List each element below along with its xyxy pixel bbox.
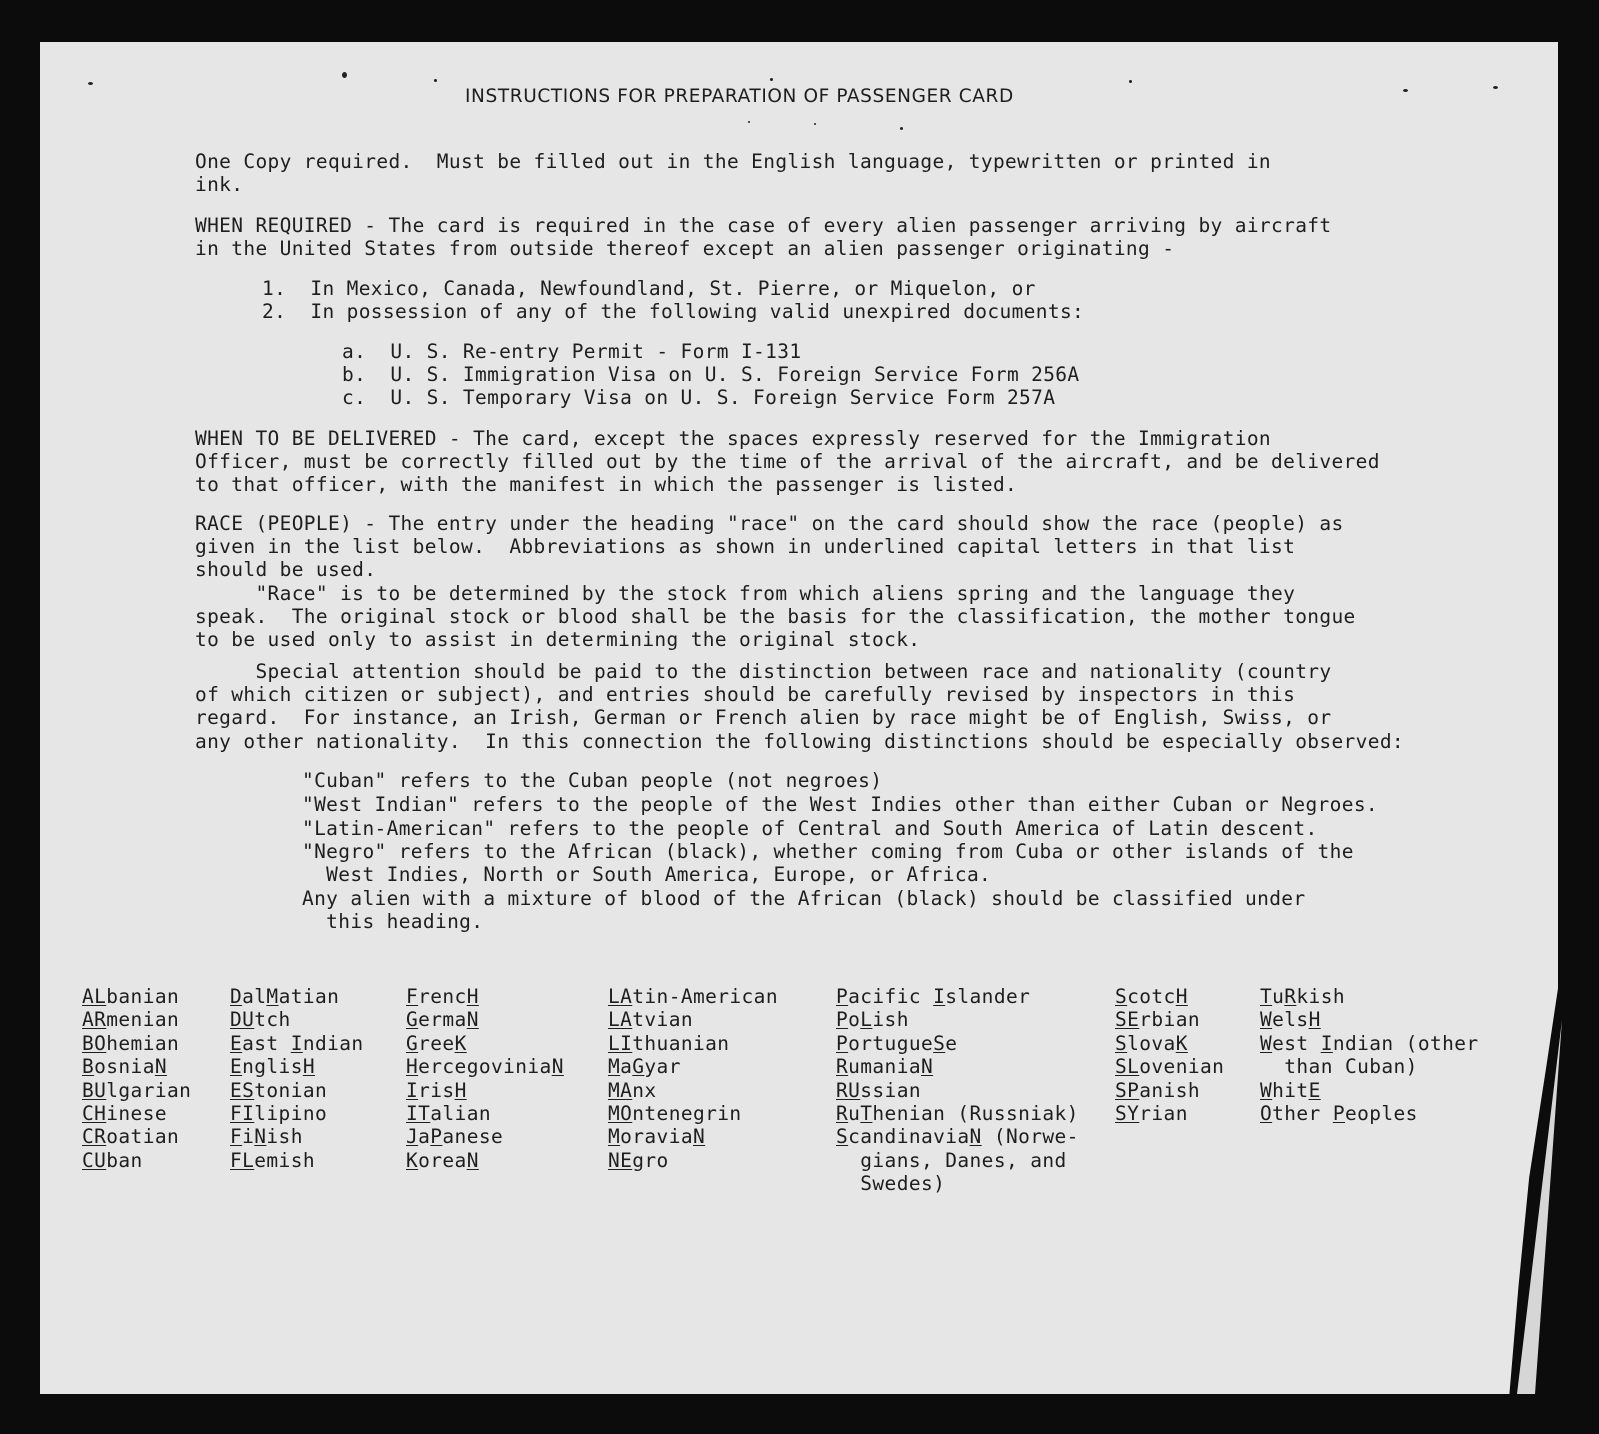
race-entry <box>230 1102 364 1125</box>
race-line: "Race" is to be determined by the stock from which aliens spring and the language they <box>195 582 1296 605</box>
speck <box>342 72 347 78</box>
race-abbreviation: G <box>406 1008 419 1032</box>
race-text: ast <box>242 1031 291 1055</box>
race-abbreviation: G <box>406 1031 419 1055</box>
race-text: alian <box>430 1102 491 1126</box>
race-entry <box>230 1149 364 1172</box>
race-text: e <box>945 1031 958 1055</box>
race-text: osnia <box>94 1055 155 1079</box>
race-abbreviation: R <box>836 1102 849 1126</box>
race-text: emish <box>254 1148 315 1172</box>
race-abbreviation: AL <box>82 985 107 1008</box>
distinction-line: "Cuban" refers to the Cuban people (not negroes) <box>302 769 883 792</box>
race-abbreviation: RU <box>836 1078 861 1102</box>
race-abbreviation: N <box>920 1055 934 1079</box>
intro-line: ink. <box>195 173 244 196</box>
race-entry <box>82 1149 191 1172</box>
race-abbreviation: SY <box>1115 1102 1140 1126</box>
race-text: u <box>1272 985 1285 1008</box>
race-line: should be used. <box>195 558 377 581</box>
race-entry <box>608 1008 778 1031</box>
race-text: lgarian <box>106 1078 192 1102</box>
race-entry <box>82 1079 191 1102</box>
race-text: henian (Russniak) <box>872 1102 1079 1126</box>
race-abbreviation: N <box>551 1055 564 1079</box>
race-text: lipino <box>254 1102 328 1126</box>
race-entry <box>230 1032 364 1055</box>
race-abbreviation: W <box>1260 1078 1273 1102</box>
race-entry <box>1115 1079 1224 1102</box>
race-list-column-5 <box>836 985 1079 1196</box>
race-abbreviation: LI <box>608 1031 633 1055</box>
race-text: a <box>418 1125 431 1149</box>
race-text: hemian <box>106 1031 180 1055</box>
race-entry <box>406 1102 564 1125</box>
race-text: ther <box>1272 1102 1333 1126</box>
race-entry <box>836 1032 1079 1055</box>
race-abbreviation: N <box>692 1125 706 1149</box>
race-text: al <box>242 985 267 1008</box>
race-abbreviation: N <box>254 1125 267 1149</box>
race-text: ntenegrin <box>632 1102 742 1126</box>
race-abbreviation: IT <box>406 1102 431 1126</box>
race-entry <box>1260 1032 1479 1055</box>
race-text: inese <box>106 1102 167 1126</box>
race-text: ish <box>872 1008 909 1032</box>
race-entry <box>836 1079 1079 1102</box>
race-entry <box>1260 1079 1479 1102</box>
race-abbreviation: L <box>860 1008 873 1032</box>
race-text: slander <box>945 985 1031 1008</box>
when-delivered-line: to that officer, with the manifest in which the passenger is listed. <box>195 473 1018 496</box>
race-abbreviation: CR <box>82 1125 107 1149</box>
race-text: ovenian <box>1139 1055 1225 1079</box>
race-abbreviation: H <box>406 1055 419 1079</box>
race-abbreviation: H <box>466 985 479 1008</box>
list-item: 2. In possession of any of the following valid unexpired documents: <box>262 300 1085 323</box>
distinction-line: "West Indian" refers to the people of the West Indies other than either Cuban or Negroes. <box>302 793 1379 816</box>
race-text: ris <box>418 1078 455 1102</box>
race-abbreviation: R <box>1284 985 1297 1008</box>
race-entry <box>230 985 364 1008</box>
race-abbreviation: F <box>230 1125 243 1149</box>
race-abbreviation: CU <box>82 1148 107 1172</box>
race-text: i <box>242 1125 255 1149</box>
distinction-line: Any alien with a mixture of blood of the African (black) should be classified under <box>302 887 1306 910</box>
race-entry <box>1115 985 1224 1008</box>
race-entry <box>836 1149 1079 1172</box>
race-abbreviation: N <box>466 1148 479 1172</box>
race-abbreviation: CH <box>82 1102 107 1126</box>
race-abbreviation: BU <box>82 1078 107 1102</box>
when-delivered-line: WHEN TO BE DELIVERED - The card, except the spaces expressly reserved for the Immigration <box>195 427 1272 450</box>
race-entry <box>608 1125 778 1148</box>
race-entry <box>608 985 778 1008</box>
race-entry <box>836 1125 1079 1148</box>
race-text: nx <box>632 1078 657 1102</box>
race-abbreviation: BO <box>82 1031 107 1055</box>
when-delivered-line: Officer, must be correctly filled out by the time of the arrival of the aircraft, and be delivered <box>195 450 1380 473</box>
race-entry <box>1115 1008 1224 1031</box>
race-text: els <box>1272 1008 1309 1032</box>
race-text: tch <box>254 1008 291 1032</box>
race-abbreviation: R <box>836 1055 849 1079</box>
race-entry <box>608 1055 778 1078</box>
race-text: tonian <box>254 1078 328 1102</box>
race-text: yar <box>644 1055 681 1079</box>
race-list-column-2 <box>230 985 364 1172</box>
race-entry <box>1260 1008 1479 1031</box>
race-entry <box>406 1008 564 1031</box>
race-list-column-7 <box>1260 985 1479 1125</box>
race-text: rbian <box>1139 1008 1200 1032</box>
race-abbreviation: D <box>230 985 243 1008</box>
race-abbreviation: I <box>1320 1031 1333 1055</box>
race-abbreviation: M <box>608 1125 621 1149</box>
race-line: RACE (PEOPLE) - The entry under the heading "race" on the card should show the race (people) as <box>195 512 1344 535</box>
special-line: of which citizen or subject), and entries should be carefully revised by inspectors in this <box>195 683 1296 706</box>
race-abbreviation: N <box>154 1055 167 1079</box>
race-abbreviation: LA <box>608 1008 633 1032</box>
race-abbreviation: MO <box>608 1102 633 1126</box>
race-abbreviation: MA <box>608 1078 633 1102</box>
race-abbreviation: H <box>1175 985 1188 1008</box>
race-text: ndian <box>302 1031 364 1055</box>
race-entry <box>230 1055 364 1078</box>
race-entry <box>1260 1102 1479 1125</box>
race-text: atian <box>278 985 340 1008</box>
race-abbreviation: P <box>836 1031 849 1055</box>
race-text: erma <box>418 1008 467 1032</box>
race-text: umania <box>848 1055 921 1079</box>
race-abbreviation: E <box>230 1031 243 1055</box>
document-item: a. U. S. Re-entry Permit - Form I-131 <box>342 340 802 363</box>
when-required-line: WHEN REQUIRED - The card is required in the case of every alien passenger arriving by aircraft <box>195 214 1332 237</box>
race-line: to be used only to assist in determining the original stock. <box>195 628 921 651</box>
race-abbreviation: P <box>836 1008 849 1032</box>
race-abbreviation: P <box>430 1125 443 1149</box>
race-text: candinavia <box>848 1125 970 1149</box>
distinction-line: West Indies, North or South America, Europe, or Africa. <box>302 863 992 886</box>
race-abbreviation: P <box>836 985 849 1008</box>
document-item: c. U. S. Temporary Visa on U. S. Foreign Service Form 257A <box>342 386 1056 409</box>
race-text: tin-American <box>632 985 778 1008</box>
race-text: rian <box>1139 1102 1188 1126</box>
race-abbreviation: N <box>969 1125 982 1149</box>
race-abbreviation: SL <box>1115 1055 1140 1079</box>
race-abbreviation: W <box>1260 1031 1273 1055</box>
race-text: tvian <box>632 1008 693 1032</box>
race-text: ban <box>106 1148 143 1172</box>
race-abbreviation: DU <box>230 1008 255 1032</box>
race-entry <box>836 1055 1079 1078</box>
race-entry <box>406 1032 564 1055</box>
race-text: ortugue <box>848 1031 934 1055</box>
race-text: ssian <box>860 1078 921 1102</box>
speck <box>1129 80 1132 83</box>
race-entry <box>406 1079 564 1102</box>
race-text: oatian <box>106 1125 180 1149</box>
race-entry <box>1260 1055 1479 1078</box>
race-text: acific <box>848 985 934 1008</box>
race-text: Swedes) <box>836 1172 946 1196</box>
speck <box>900 127 903 130</box>
race-abbreviation: SP <box>1115 1078 1140 1102</box>
race-abbreviation: S <box>836 1125 849 1149</box>
race-text: ndian (other <box>1332 1031 1479 1055</box>
race-abbreviation: I <box>406 1078 419 1102</box>
race-abbreviation: H <box>302 1055 315 1079</box>
race-text: ercegovinia <box>418 1055 552 1079</box>
race-entry <box>406 1149 564 1172</box>
race-entry <box>406 1055 564 1078</box>
document-item: b. U. S. Immigration Visa on U. S. Foreign Service Form 256A <box>342 363 1080 386</box>
race-abbreviation: J <box>406 1125 419 1149</box>
special-line: regard. For instance, an Irish, German or French alien by race might be of English, Swiss, or <box>195 706 1332 729</box>
race-abbreviation: E <box>230 1055 243 1079</box>
race-text: anese <box>442 1125 504 1149</box>
race-abbreviation: O <box>1260 1102 1273 1126</box>
race-entry <box>608 1032 778 1055</box>
race-entry <box>82 1032 191 1055</box>
race-entry <box>1115 1032 1224 1055</box>
race-line: given in the list below. Abbreviations as shown in underlined capital letters in that list <box>195 535 1296 558</box>
race-abbreviation: M <box>608 1055 621 1079</box>
race-text: renc <box>418 985 467 1008</box>
race-abbreviation: FI <box>230 1102 255 1126</box>
list-item: 1. In Mexico, Canada, Newfoundland, St. Pierre, or Miquelon, or <box>262 277 1036 300</box>
race-abbreviation: N <box>466 1008 479 1032</box>
race-line: speak. The original stock or blood shall be the basis for the classification, the mother tongue <box>195 605 1356 628</box>
race-entry <box>82 985 191 1008</box>
race-entry <box>406 985 564 1008</box>
race-abbreviation: H <box>454 1078 467 1102</box>
race-abbreviation: H <box>1308 1008 1321 1032</box>
race-entry <box>1115 1055 1224 1078</box>
race-list-column-4 <box>608 985 778 1172</box>
race-entry <box>230 1125 364 1148</box>
race-entry <box>836 985 1079 1008</box>
distinction-line: "Latin-American" refers to the people of Central and South America of Latin descent. <box>302 817 1318 840</box>
race-text: hit <box>1272 1078 1309 1102</box>
race-abbreviation: SE <box>1115 1008 1140 1032</box>
race-text: ree <box>418 1031 455 1055</box>
race-list-column-6 <box>1115 985 1224 1125</box>
race-entry <box>82 1055 191 1078</box>
race-abbreviation: I <box>290 1031 303 1055</box>
distinction-line: "Negro" refers to the African (black), whether coming from Cuba or other islands of the <box>302 840 1354 863</box>
race-text: ish <box>266 1125 303 1149</box>
race-abbreviation: K <box>1175 1031 1188 1055</box>
race-entry <box>836 1102 1079 1125</box>
special-line: any other nationality. In this connection the following distinctions should be especially observed: <box>195 730 1404 753</box>
race-text: o <box>848 1008 861 1032</box>
race-entry <box>82 1102 191 1125</box>
race-text: banian <box>106 985 180 1008</box>
race-abbreviation: P <box>1332 1102 1345 1126</box>
race-entry <box>836 1172 1079 1195</box>
race-text: anish <box>1139 1078 1200 1102</box>
race-abbreviation: S <box>933 1031 946 1055</box>
race-abbreviation: E <box>1308 1078 1321 1102</box>
page-title: INSTRUCTIONS FOR PREPARATION OF PASSENGER CARD <box>465 86 1014 107</box>
race-abbreviation: NE <box>608 1148 633 1172</box>
race-entry <box>608 1079 778 1102</box>
race-entry <box>1115 1102 1224 1125</box>
race-abbreviation: T <box>1260 985 1273 1008</box>
race-abbreviation: W <box>1260 1008 1273 1032</box>
race-entry <box>230 1008 364 1031</box>
race-entry <box>406 1125 564 1148</box>
special-line: Special attention should be paid to the distinction between race and nationality (country <box>195 660 1332 683</box>
race-text: cotc <box>1127 985 1176 1008</box>
race-list-column-1 <box>82 985 191 1172</box>
race-abbreviation: FL <box>230 1148 255 1172</box>
race-entry <box>82 1008 191 1031</box>
race-text: menian <box>106 1008 180 1032</box>
distinction-line: this heading. <box>302 910 484 933</box>
race-text: kish <box>1296 985 1345 1008</box>
race-list-column-3 <box>406 985 564 1172</box>
race-entry <box>82 1125 191 1148</box>
race-text: than Cuban) <box>1260 1055 1418 1079</box>
race-text: gro <box>632 1148 669 1172</box>
race-entry <box>608 1102 778 1125</box>
race-entry <box>836 1008 1079 1031</box>
race-text: est <box>1272 1031 1321 1055</box>
race-abbreviation: B <box>82 1055 95 1079</box>
race-abbreviation: K <box>406 1148 419 1172</box>
race-entry <box>1260 985 1479 1008</box>
race-entry <box>608 1149 778 1172</box>
speck <box>814 123 816 125</box>
race-abbreviation: T <box>860 1102 873 1126</box>
race-abbreviation: LA <box>608 985 633 1008</box>
speck <box>748 121 750 123</box>
race-text: eoples <box>1344 1102 1418 1126</box>
race-abbreviation: I <box>933 985 946 1008</box>
race-abbreviation: K <box>454 1031 467 1055</box>
race-text: nglis <box>242 1055 303 1079</box>
race-abbreviation: S <box>1115 985 1128 1008</box>
race-text: lova <box>1127 1031 1176 1055</box>
race-abbreviation: M <box>266 985 279 1008</box>
speck <box>770 78 773 81</box>
race-entry <box>230 1079 364 1102</box>
race-text: a <box>620 1055 633 1079</box>
race-abbreviation: ES <box>230 1078 255 1102</box>
intro-line: One Copy required. Must be filled out in the English language, typewritten or printed in <box>195 150 1272 173</box>
race-text: (Norwe- <box>981 1125 1079 1149</box>
speck <box>88 82 93 85</box>
race-text: thuanian <box>632 1031 730 1055</box>
race-text: gians, Danes, and <box>836 1148 1067 1172</box>
race-abbreviation: G <box>632 1055 645 1079</box>
race-text: u <box>848 1102 861 1126</box>
race-text: orea <box>418 1148 467 1172</box>
race-text: oravia <box>620 1125 693 1149</box>
speck <box>1493 86 1498 89</box>
race-abbreviation: AR <box>82 1008 107 1032</box>
when-required-line: in the United States from outside thereof except an alien passenger originating - <box>195 237 1175 260</box>
speck <box>434 79 437 82</box>
race-abbreviation: S <box>1115 1031 1128 1055</box>
race-abbreviation: F <box>406 985 419 1008</box>
speck <box>1403 89 1408 92</box>
